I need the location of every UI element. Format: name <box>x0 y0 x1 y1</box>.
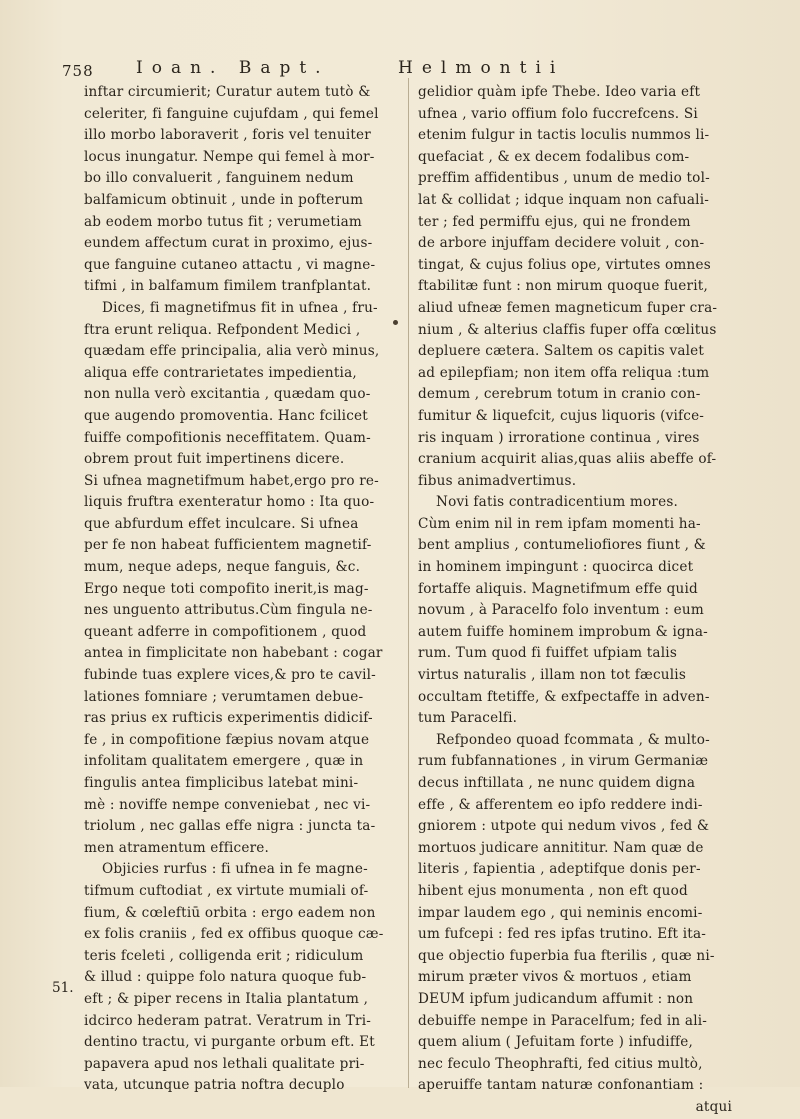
text-line: fumitur & liquefcit, cujus liquoris (vifce- <box>418 407 705 424</box>
text-line: quem alium ( Jefuitam forte ) infudiffe, <box>418 1034 694 1051</box>
running-head-right: Helmontii <box>398 58 565 78</box>
text-line: gniorem : utpote qui nedum vivos , fed & <box>418 818 710 835</box>
text-line: obrem prout fuit impertinens dicere. <box>84 451 345 468</box>
text-line: infolitam qualitatem emergere , quæ in <box>84 753 364 770</box>
text-line: literis , fapientia , adeptifque donis per- <box>418 861 701 878</box>
text-line: ftabilitæ funt : non mirum quoque fuerit, <box>418 278 708 295</box>
text-line: gelidior quàm ipfe Thebe. Ideo varia eft <box>418 84 701 100</box>
text-line: Refpondeo quoad fcommata , & multo- <box>436 731 710 748</box>
text-line: fibus animadvertimus. <box>418 472 577 489</box>
text-line: & illud : quippe folo natura quoque fub- <box>84 969 367 986</box>
text-line: tingat, & cujus folius ope, virtutes omnes <box>418 256 711 273</box>
text-line: in hominem impingunt : quocirca dicet <box>418 559 694 576</box>
text-line: illo morbo laboraverit , foris vel tenuiter <box>84 127 371 144</box>
text-line: non nulla verò excitantia , quædam quo- <box>84 386 371 403</box>
text-line: cranium acquirit alias,quas aliis abeffe of- <box>418 451 717 468</box>
text-line: mortuos judicare annititur. Nam quæ de <box>418 839 704 856</box>
text-line: fubinde tuas explere vices,& pro te cavil- <box>84 667 376 684</box>
text-line: etenim fulgur in tactis loculis nummos li- <box>418 127 710 144</box>
text-line: fuiffe compofitionis neceffitatem. Quam- <box>84 429 371 446</box>
text-line: teris fceleti , colligenda erit ; ridiculum <box>84 947 364 964</box>
text-line: que abfurdum effet inculcare. Si ufnea <box>84 515 359 532</box>
text-line: lationes fomniare ; verumtamen debue- <box>84 688 364 705</box>
text-line: fe , in compofitione fæpius novam atque <box>84 731 370 748</box>
text-line: que augendo promoventia. Hanc fcilicet <box>84 407 368 424</box>
text-line: ftra erunt reliqua. Refpondent Medici , <box>84 321 361 338</box>
text-line: decus inftillata , ne nunc quidem digna <box>418 775 696 791</box>
text-line: men atramentum efficere. <box>84 839 270 856</box>
text-line: ad epilepfiam; non item offa reliqua :tum <box>418 364 710 381</box>
running-head-left: Ioan. Bapt. <box>136 58 330 78</box>
text-line: ris inquam ) irroratione continua , vires <box>418 429 700 446</box>
text-line: que objectio fuperbia fua fterilis , quæ ni- <box>418 947 715 964</box>
text-line: liquis fruftra exenteratur homo : Ita quo- <box>84 494 375 511</box>
text-line: DEUM ipfum judicandum affumit : non <box>418 990 694 1007</box>
text-line: balfamicum obtinuit , unde in pofterum <box>84 191 364 208</box>
text-line: nium , & alterius claffis fuper offa cœlitus <box>418 321 717 338</box>
text-line: Ergo neque toti compofito inerit,is mag- <box>84 580 369 597</box>
text-line: celeriter, fi fanguine cujufdam , qui femel <box>84 105 379 122</box>
text-line: bo illo convaluerit , fanguinem nedum <box>84 170 354 187</box>
text-line: antea in fimplicitate non habebant : cogar <box>84 645 383 662</box>
text-line: hibent ejus monumenta , non eft quod <box>418 882 688 899</box>
text-line: queant adferre in compofitionem , quod <box>84 623 367 640</box>
text-line: Objicies rurfus : fi ufnea in fe magne- <box>102 861 368 878</box>
text-line: rum fubfannationes , in virum Germaniæ <box>418 753 709 770</box>
text-line: fortaffe aliquis. Magnetifmum effe quid <box>418 580 698 597</box>
text-line: occultam ftetiffe, & exfpectaffe in adven- <box>418 688 710 705</box>
text-line: quefaciat , & ex decem fodalibus com- <box>418 148 690 165</box>
text-line: novum , à Paracelfo folo inventum : eum <box>418 602 704 619</box>
text-line: triolum , nec gallas effe nigra : juncta ta- <box>84 818 376 835</box>
text-line: per fe non habeat fufficientem magnetif- <box>84 537 372 554</box>
text-line: inftar circumierit; Curatur autem tutò & <box>84 84 371 100</box>
column-divider <box>408 78 409 1088</box>
text-line: Novi fatis contradicentium mores. <box>436 494 679 511</box>
text-line: aliud ufneæ femen magneticum fuper cra- <box>418 299 718 316</box>
text-line: locus inungatur. Nempe qui femel à mor- <box>84 148 375 165</box>
text-line: tifmi , in balfamum fimilem tranfplantat. <box>84 278 372 295</box>
text-line: ter ; fed permiffu ejus, qui ne frondem <box>418 213 691 230</box>
text-line: ab eodem morbo tutus fit ; verumetiam <box>84 213 363 230</box>
text-line: depluere cætera. Saltem os capitis valet <box>418 343 705 360</box>
text-line: Si ufnea magnetifmum habet,ergo pro re- <box>84 472 379 489</box>
text-line: preffim affidentibus , unum de medio tol- <box>418 170 710 187</box>
text-line: nec feculo Theophrafti, fed citius multò, <box>418 1055 703 1072</box>
text-line: fium, & cœleftiū orbita : ergo eadem non <box>84 904 376 921</box>
text-line: nes unguento attributus.Cùm fingula ne- <box>84 602 373 619</box>
text-line: Cùm enim nil in rem ipfam momenti ha- <box>418 515 701 532</box>
text-line: impar laudem ego , qui neminis encomi- <box>418 904 703 921</box>
text-line: eundem affectum curat in proximo, ejus- <box>84 235 373 252</box>
page-number: 758 <box>62 62 94 80</box>
text-line: ex folis craniis , fed ex offibus quoque cæ- <box>84 926 384 943</box>
text-line: aliqua effe contrarietates impedientia, <box>84 364 357 381</box>
text-line: vata, utcunque patria noftra decuplo <box>84 1077 345 1094</box>
marginal-number: 51. <box>52 980 74 996</box>
text-line: Dices, fi magnetifmus fit in ufnea , fru- <box>102 299 378 316</box>
text-line: ras prius ex rufticis experimentis didicif- <box>84 710 373 727</box>
text-line: ufnea , vario offium folo fuccrefcens. Si <box>418 105 698 122</box>
text-line: rum. Tum quod fi fuiffet ufpiam talis <box>418 645 677 662</box>
text-line: mirum præter vivos & mortuos , etiam <box>418 969 692 986</box>
text-line: mè : noviffe nempe conveniebat , nec vi- <box>84 796 371 813</box>
text-line: autem fuiffe hominem improbum & igna- <box>418 623 708 640</box>
text-line: debuiffe nempe in Paracelfum; fed in ali- <box>418 1012 708 1029</box>
text-line: idcirco hederam patrat. Veratrum in Tri- <box>84 1012 372 1029</box>
text-line: effe , & afferentem eo ipfo reddere indi- <box>418 796 703 813</box>
running-header <box>62 58 752 84</box>
right-column <box>418 82 736 1119</box>
text-line: bent amplius , contumeliofiores fiunt , & <box>418 537 706 554</box>
text-line: lat & collidat ; idque inquam non cafuali- <box>418 191 710 208</box>
text-line: demum , cerebrum totum in cranio con- <box>418 386 701 403</box>
text-line: atqui <box>695 1098 732 1115</box>
text-line: aperuiffe tantam naturæ confonantiam : <box>418 1077 704 1094</box>
text-line: fingulis antea fimplicibus latebat mini- <box>84 775 359 791</box>
text-line: tum Paracelfi. <box>418 710 518 727</box>
text-line: papavera apud nos lethali qualitate pri- <box>84 1055 365 1072</box>
text-line: de arbore injuffam decidere voluit , con- <box>418 235 705 252</box>
left-column <box>84 82 402 1097</box>
text-line: virtus naturalis , illam non tot fæculis <box>418 667 687 684</box>
text-line: dentino tractu, vi purgante orbum eft. Et <box>84 1034 375 1051</box>
text-line: quædam effe principalia, alia verò minus, <box>84 343 380 360</box>
text-line: um fufcepi : fed res ipfas trutino. Eft ita- <box>418 926 707 943</box>
text-line: mum, neque adeps, neque fanguis, &c. <box>84 559 361 576</box>
text-line: tifmum cuftodiat , ex virtute mumiali of- <box>84 882 369 899</box>
text-line: que fanguine cutaneo attactu , vi magne- <box>84 256 376 273</box>
text-line: eft ; & piper recens in Italia plantatum , <box>84 990 369 1007</box>
